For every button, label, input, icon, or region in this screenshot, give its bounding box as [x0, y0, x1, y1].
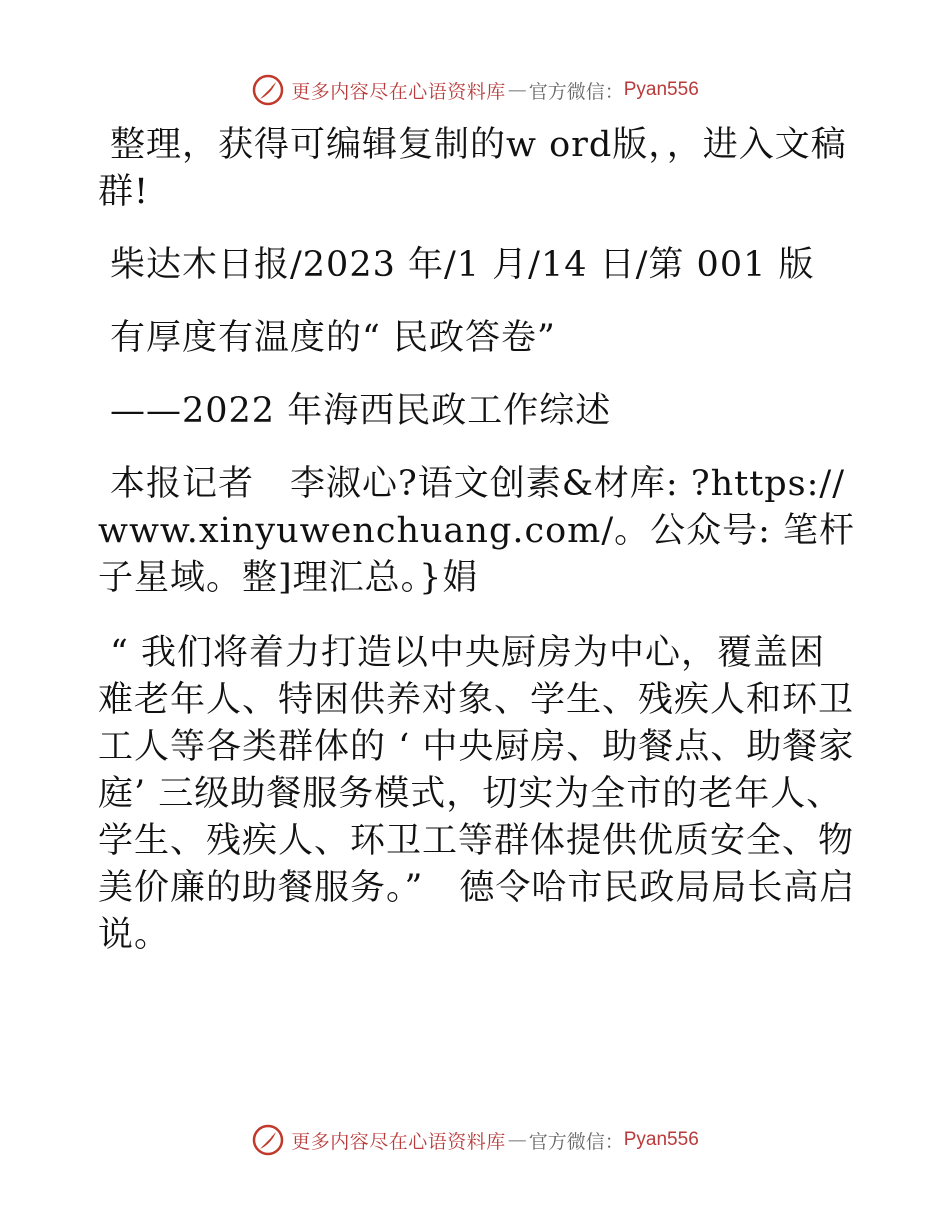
source-line: 柴达木日报/2023 年/1 月/14 日/第 001 版	[110, 245, 815, 285]
quote-paragraph: “ 我们将着力打造以中央厨房为中心，覆盖困难老年人、特困供养对象、学生、残疾人和环卫工人等各类群体的 ‘ 中央厨房、助餐点、助餐家庭’ 三级助餐服务模式，切实为全市的老年人、学生、残疾人、环卫工等群体提供优质安全、物美价廉的助餐服务。” 德令哈市民政局局长高启说。	[98, 633, 856, 955]
watermark-dash: —	[507, 1129, 527, 1151]
watermark-wechat-id: Pyan556	[623, 1129, 699, 1150]
document-body	[98, 122, 858, 959]
watermark-label: 官方微信：	[528, 1130, 624, 1153]
feather-circle-logo-icon	[251, 73, 285, 107]
watermark-wechat-id: Pyan556	[623, 79, 699, 100]
subheadline: ——2022 年海西民政工作综述	[110, 391, 612, 431]
header-watermark	[0, 70, 950, 110]
footer-watermark	[0, 1120, 950, 1160]
byline-paragraph: 本报记者 李淑心?语文创素&材库: ?https://www.xinyuwenchuang.com/。公众号: 笔杆子星域。整]理汇总。}娟	[98, 464, 856, 598]
headline: 有厚度有温度的“ 民政答卷”	[110, 318, 556, 358]
watermark-label: 官方微信：	[528, 80, 624, 103]
feather-circle-logo-icon	[251, 1123, 285, 1157]
intro-paragraph: 整理，获得可编辑复制的w ord版，，进入文稿群!	[98, 125, 847, 212]
watermark-dash: —	[507, 79, 527, 101]
watermark-text: 更多内容尽在心语资料库	[291, 1130, 506, 1153]
watermark-text: 更多内容尽在心语资料库	[291, 80, 506, 103]
